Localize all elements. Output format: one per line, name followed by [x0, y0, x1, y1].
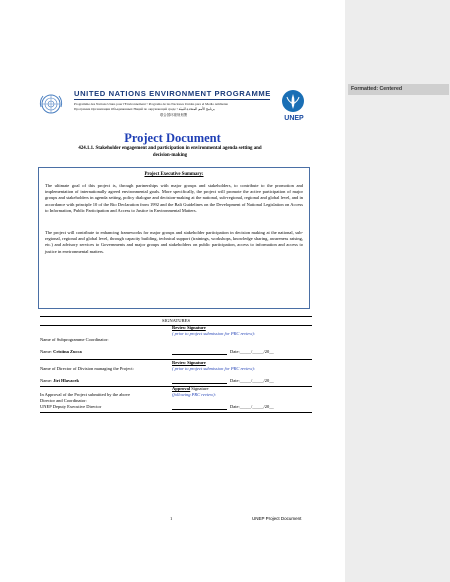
- unep-logo-icon: [280, 88, 306, 114]
- approval-date[interactable]: Date:_____/_____/20__: [230, 404, 274, 409]
- footer-doc-label: UNEP Project Document: [252, 516, 302, 521]
- director-label: Name of Director of Division managing the Project:: [40, 366, 134, 371]
- approval-line-1: In Approval of the Project submitted by the above: [40, 392, 130, 397]
- document-title: Project Document: [124, 131, 221, 145]
- format-comment[interactable]: Formatted: Centered: [348, 84, 449, 95]
- director-signature-line[interactable]: [172, 383, 227, 384]
- review1-note: ( prior to project submission for PRC review):: [172, 331, 256, 336]
- unep-logo-text: UNEP: [284, 115, 304, 122]
- review2-note: ( prior to project submission for PRC review):: [172, 366, 256, 371]
- languages-line-1: Programme des Nations Unies pour l'Environnement • Programa de las Naciones Unidas para el Medio Ambiente: [74, 102, 229, 106]
- languages-line-2: Программа Организации Объединенных Наций по окружающей среде • برنامج الأمم المتحدة للبيئة: [74, 107, 215, 111]
- summary-heading: Project Executive Summary:: [144, 172, 204, 177]
- approval-signature-line[interactable]: [172, 409, 227, 410]
- summary-paragraph-1: The ultimate goal of this project is, through partnerships with major groups and stakeholders, to contribute to the promotion and implementation of internationally agreed environmental goals. More specifically, the project will promote the active participation of major groups and stakeholders in agenda setting, policy dialogue and decision-making at the national, sub-regional, regional and global level, and in accordance with principle 10 of the Rio Declaration from 1992 and the Bali Guidelines on the Development of National Legislation on Access to Information, Public Participation and Access to Justice in Environmental Matters.: [45, 183, 303, 213]
- approval-note: (following PRC review):: [172, 392, 217, 397]
- coordinator-label: Name of Subprogramme Coordinator:: [40, 337, 109, 342]
- languages-line-3: 联合国环境规划署: [160, 113, 188, 117]
- review1-title: Review Signature: [172, 325, 206, 330]
- header-rule: [74, 99, 270, 100]
- row-divider-3: [40, 412, 312, 413]
- director-date[interactable]: Date:_____/_____/20__: [230, 378, 274, 383]
- approval-line-3: UNEP Deputy Executive Director: [40, 404, 102, 409]
- coordinator-date[interactable]: Date:_____/_____/20__: [230, 349, 274, 354]
- summary-paragraph-2: The project will contribute to enhancing frameworks for major groups and stakeholder participation in decision making at the national, sub-regional, regional and global level, through capacity building, technical support (trainings, workshops, knowledge sharing, awareness raising, etc.) and advisory services to Governments and major groups and stakeholders on public participation, access to information and access to justice in environmental matters.: [45, 230, 303, 254]
- page-number: 1: [170, 516, 173, 521]
- approval-line-2: Director and Coordinator:: [40, 398, 87, 403]
- org-name: UNITED NATIONS ENVIRONMENT PROGRAMME: [74, 89, 271, 98]
- review2-title: Review Signature: [172, 360, 206, 365]
- coordinator-signature-line[interactable]: [172, 354, 227, 355]
- executive-summary-box: [38, 167, 310, 309]
- signatures-heading: SIGNATURES: [40, 316, 312, 326]
- document-subtitle: 424.1.1. Stakeholder engagement and participation in environmental agenda setting and decision-making: [78, 146, 262, 158]
- approval-title: Approval Signature: [172, 386, 209, 391]
- un-emblem-icon: [38, 91, 64, 117]
- director-name-row: Name: Jiri Hlavacek: [40, 378, 79, 383]
- coordinator-name-row: Name: Cristina Zucca: [40, 349, 82, 354]
